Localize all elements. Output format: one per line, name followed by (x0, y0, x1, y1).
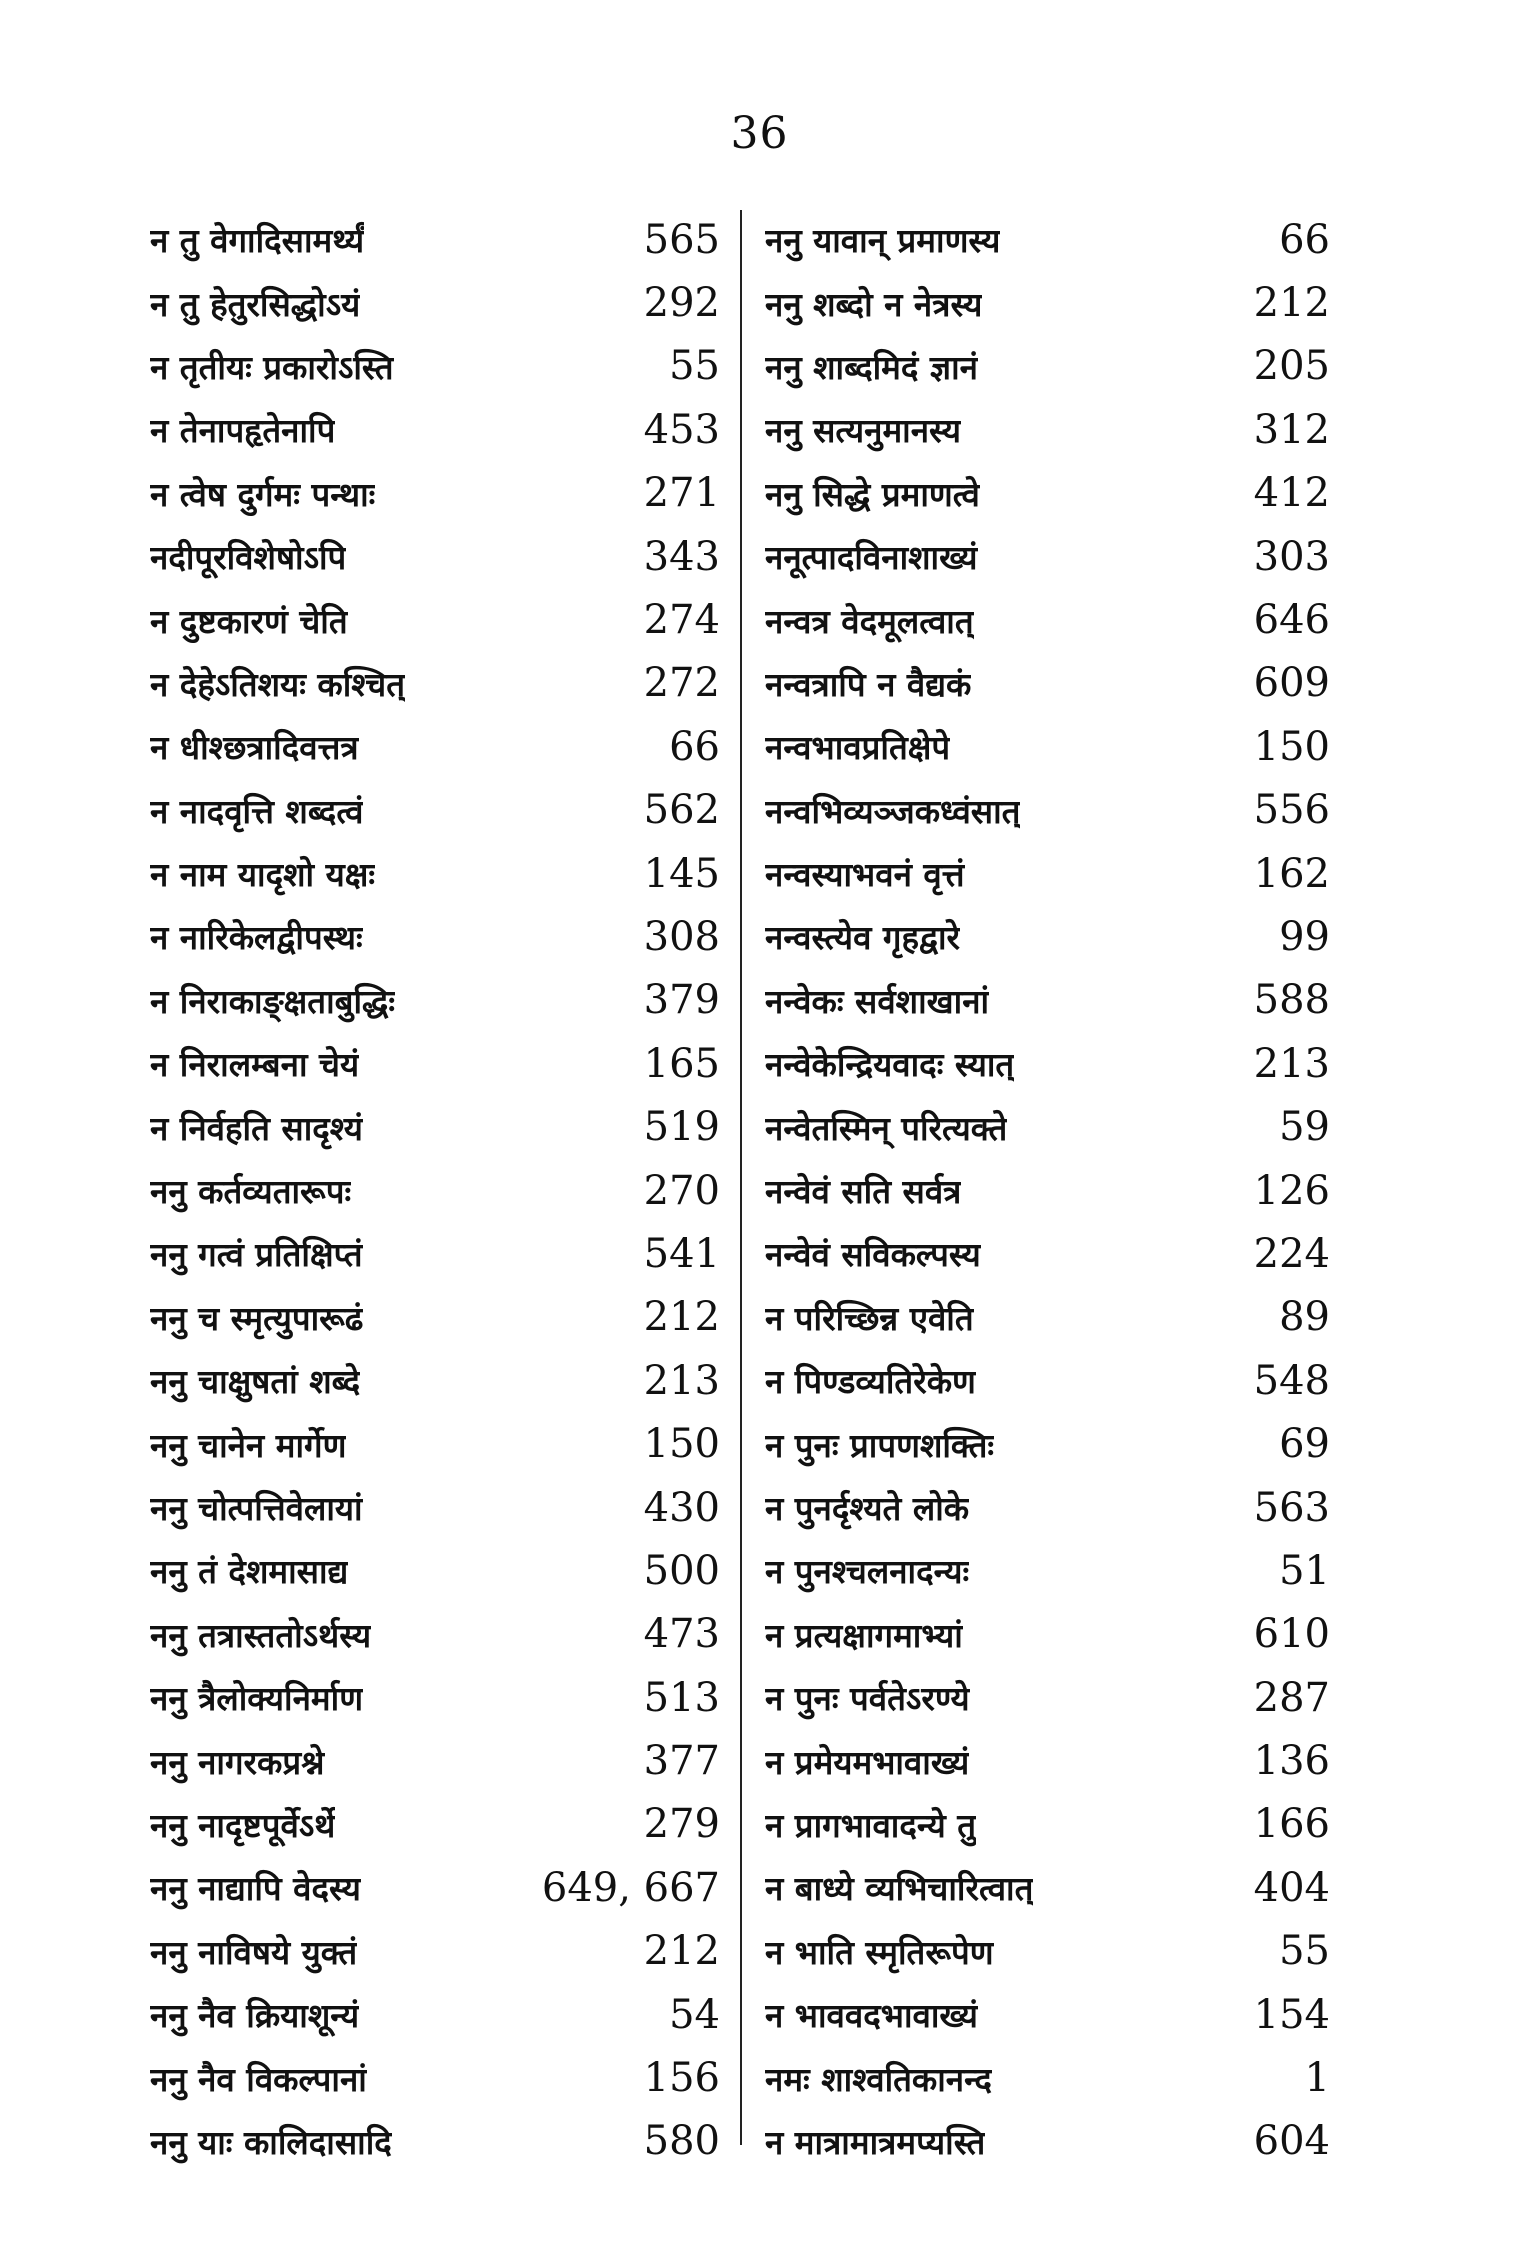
index-entry-page: 604 (1253, 2118, 1330, 2165)
index-entry (765, 1856, 1330, 1919)
index-entry-text: न त्वेष दुर्गमः पन्थाः (150, 474, 376, 514)
index-entry-text: ननु शब्दो न नेत्रस्य (765, 284, 983, 324)
index-entry (765, 1476, 1330, 1539)
index-entry-page: 99 (1279, 913, 1330, 960)
index-entry-page: 66 (1279, 216, 1330, 263)
index-entry-text: ननु तत्रास्ततोऽर्थस्य (150, 1615, 372, 1655)
index-entry (765, 1983, 1330, 2046)
index-entry (150, 398, 720, 461)
index-entry-page: 588 (1253, 977, 1330, 1024)
index-entry (765, 842, 1330, 905)
index-entry-text: न नादवृत्ति शब्दत्वं (150, 791, 364, 831)
index-entry-page: 292 (643, 280, 720, 327)
index-entry-text: नन्वस्याभवनं वृत्तं (765, 855, 965, 895)
index-entry (765, 905, 1330, 968)
index-entry-page: 212 (643, 1928, 720, 1975)
index-entry-page: 430 (643, 1484, 720, 1531)
index-entry-page: 412 (1253, 470, 1330, 517)
index-entry-text: न तु हेतुरसिद्धोऽयं (150, 284, 361, 324)
index-entry-text: नमः शाश्वतिकानन्द (765, 2059, 992, 2099)
index-entry-text: न मात्रामात्रमप्यस्ति (765, 2122, 986, 2162)
index-entry-text: ननु सत्यनुमानस्य (765, 411, 962, 451)
index-entry-text: ननूत्पादविनाशाख्यं (765, 538, 978, 578)
index-entry-page: 1 (1304, 2055, 1330, 2102)
index-entry-text: न पिण्डव्यतिरेकेण (765, 1362, 976, 1402)
column-divider (740, 210, 742, 2145)
index-entry (150, 1476, 720, 1539)
page-number: 36 (730, 108, 789, 159)
index-entry-page: 541 (643, 1230, 720, 1277)
index-entry-page: 649, 667 (541, 1864, 720, 1911)
index-entry-page: 212 (1253, 280, 1330, 327)
index-entry-text: नन्वत्रापि न वैद्यकं (765, 664, 972, 704)
index-entry (765, 335, 1330, 398)
index-entry-page: 55 (669, 343, 720, 390)
index-entry-page: 166 (1253, 1801, 1330, 1848)
index-entry-text: ननु सिद्धे प्रमाणत्वे (765, 474, 980, 514)
index-entry (765, 271, 1330, 334)
index-entry-text: ननु त्रैलोक्यनिर्माण (150, 1679, 364, 1719)
index-entry (765, 208, 1330, 271)
index-entry-text: ननु नाविषये युक्तं (150, 1932, 358, 1972)
index-entry-text: न निर्वहति सादृश्यं (150, 1108, 363, 1148)
index-entry (765, 652, 1330, 715)
index-entry (150, 1603, 720, 1666)
index-entry (765, 1159, 1330, 1222)
index-entry (150, 1286, 720, 1349)
index-entry (150, 588, 720, 651)
index-entry-text: न प्रमेयमभावाख्यं (765, 1742, 970, 1782)
index-entry-page: 343 (643, 533, 720, 580)
index-entry (150, 525, 720, 588)
index-entry (765, 398, 1330, 461)
index-entry-page: 145 (643, 850, 720, 897)
index-entry (765, 1412, 1330, 1475)
index-entry-page: 212 (643, 1294, 720, 1341)
index-entry-page: 126 (1253, 1167, 1330, 1214)
index-entry-text: न पुनर्दृश्यते लोके (765, 1489, 970, 1528)
index-entry-text: न पुनः प्रापणशक्तिः (765, 1425, 995, 1465)
index-entry (765, 1032, 1330, 1095)
index-entry (765, 2046, 1330, 2109)
index-entry-text: ननु चोत्पत्तिवेलायां (150, 1489, 363, 1528)
index-entry-text: न भाववदभावाख्यं (765, 1996, 978, 2036)
index-entry-text: न पुनः पर्वतेऽरण्ये (765, 1679, 970, 1719)
index-entry-text: ननु गत्वं प्रतिक्षिप्तं (150, 1235, 363, 1275)
index-entry-page: 213 (643, 1357, 720, 1404)
index-entry-text: न दुष्टकारणं चेति (150, 601, 348, 641)
index-entry-page: 205 (1253, 343, 1330, 390)
index-entry-text: न प्रागभावादन्ये तु (765, 1805, 977, 1845)
index-entry-text: न तृतीयः प्रकारोऽस्ति (150, 347, 394, 387)
index-entry-page: 271 (643, 470, 720, 517)
index-entry (150, 462, 720, 525)
index-entry-page: 303 (1253, 533, 1330, 580)
index-entry-page: 66 (669, 723, 720, 770)
index-entry-text: ननु शाब्दमिदं ज्ञानं (765, 347, 978, 387)
index-entry (765, 462, 1330, 525)
index-entry-text: न तेनापहृतेनापि (150, 411, 336, 451)
index-entry-page: 279 (643, 1801, 720, 1848)
index-entry-page: 270 (643, 1167, 720, 1214)
index-entry-page: 154 (1253, 1991, 1330, 2038)
index-entry (150, 2046, 720, 2109)
index-entry-page: 563 (1253, 1484, 1330, 1531)
index-entry-text: न बाध्ये व्यभिचारित्वात् (765, 1869, 1034, 1909)
index-entry (765, 1793, 1330, 1856)
index-entry (150, 905, 720, 968)
index-entry-page: 213 (1253, 1040, 1330, 1087)
index-entry (765, 588, 1330, 651)
index-entry (150, 335, 720, 398)
index-entry-page: 224 (1253, 1230, 1330, 1277)
index-entry (150, 1539, 720, 1602)
index-entry-page: 150 (643, 1421, 720, 1468)
index-entry-text: नन्वेकेन्द्रियवादः स्यात् (765, 1045, 1015, 1085)
index-entry-text: न परिच्छिन्न एवेति (765, 1298, 974, 1338)
index-entry (765, 969, 1330, 1032)
index-entry-page: 89 (1279, 1294, 1330, 1341)
index-entry-text: न पुनश्चलनादन्यः (765, 1552, 970, 1592)
index-entry-page: 274 (643, 597, 720, 644)
index-entry-text: ननु यावान् प्रमाणस्य (765, 221, 1001, 261)
index-entry-page: 308 (643, 913, 720, 960)
index-entry (150, 1412, 720, 1475)
index-entry-page: 513 (643, 1674, 720, 1721)
index-entry (150, 1032, 720, 1095)
index-entry (150, 1920, 720, 1983)
index-entry (765, 1349, 1330, 1412)
index-entry (150, 1793, 720, 1856)
index-entry (765, 1222, 1330, 1285)
index-entry (765, 1095, 1330, 1158)
index-entry (150, 1666, 720, 1729)
index-entry (765, 525, 1330, 588)
index-entry (150, 1159, 720, 1222)
index-entry-page: 500 (643, 1547, 720, 1594)
index-entry-text: ननु च स्मृत्युपारूढं (150, 1298, 364, 1338)
index-entry-page: 69 (1279, 1421, 1330, 1468)
index-entry-text: नन्वभिव्यञ्जकध्वंसात् (765, 791, 1021, 831)
index-entry-text: नन्वेतस्मिन् परित्यक्ते (765, 1108, 1008, 1148)
index-entry-page: 609 (1253, 660, 1330, 707)
index-column-left (150, 208, 720, 2173)
index-entry-text: न निरालम्बना चेयं (150, 1045, 360, 1085)
index-entry-text: नन्वत्र वेदमूलत्वात् (765, 601, 974, 641)
index-entry-text: न धीश्छत्रादिवत्तत्र (150, 728, 359, 768)
index-entry-page: 556 (1253, 787, 1330, 834)
index-entry (765, 1920, 1330, 1983)
index-entry-page: 646 (1253, 597, 1330, 644)
index-entry (150, 1349, 720, 1412)
index-entry (765, 1603, 1330, 1666)
index-entry-text: न भाति स्मृतिरूपेण (765, 1932, 994, 1972)
index-entry-page: 312 (1253, 406, 1330, 453)
index-entry-text: न नारिकेलद्वीपस्थः (150, 918, 363, 958)
index-entry (150, 842, 720, 905)
index-entry (765, 1286, 1330, 1349)
index-entry-text: न प्रत्यक्षागमाभ्यां (765, 1615, 963, 1655)
index-entry (765, 1729, 1330, 1792)
index-entry (150, 208, 720, 271)
index-entry-page: 136 (1253, 1738, 1330, 1785)
index-entry (150, 715, 720, 778)
index-entry-text: ननु नागरकप्रश्ने (150, 1742, 325, 1782)
index-entry-text: न देहेऽतिशयः कश्चित् (150, 664, 406, 704)
index-entry-page: 150 (1253, 723, 1330, 770)
index-column-right (765, 208, 1330, 2173)
index-entry-text: ननु चानेन मार्गेण (150, 1425, 347, 1465)
index-entry (150, 969, 720, 1032)
index-entry (150, 1729, 720, 1792)
index-entry-page: 519 (643, 1104, 720, 1151)
index-entry-page: 287 (1253, 1674, 1330, 1721)
index-entry-text: ननु चाक्षुषतां शब्दे (150, 1362, 361, 1402)
index-entry-page: 453 (643, 406, 720, 453)
index-entry-page: 162 (1253, 850, 1330, 897)
index-entry-text: ननु नैव विकल्पानां (150, 2059, 367, 2099)
index-entry (150, 779, 720, 842)
index-entry-page: 165 (643, 1040, 720, 1087)
index-entry-page: 562 (643, 787, 720, 834)
index-entry-text: ननु नादृष्टपूर्वेऽर्थे (150, 1805, 336, 1845)
index-entry (150, 1222, 720, 1285)
index-entry (765, 715, 1330, 778)
index-entry-text: नन्वेवं सति सर्वत्र (765, 1172, 962, 1212)
index-entry (150, 1095, 720, 1158)
index-entry-text: नन्वेकः सर्वशाखानां (765, 981, 990, 1021)
index-entry (765, 2110, 1330, 2173)
index-entry-page: 548 (1253, 1357, 1330, 1404)
index-entry-page: 565 (643, 216, 720, 263)
index-entry-page: 610 (1253, 1611, 1330, 1658)
index-entry-text: न तु वेगादिसामर्थ्यं (150, 221, 365, 261)
index-entry-page: 51 (1279, 1547, 1330, 1594)
index-entry-text: ननु नाद्यापि वेदस्य (150, 1869, 361, 1909)
index-entry-page: 473 (643, 1611, 720, 1658)
index-entry-page: 156 (643, 2055, 720, 2102)
index-entry (765, 1666, 1330, 1729)
index-entry-page: 580 (643, 2118, 720, 2165)
index-entry-text: नन्वस्त्येव गृहद्वारे (765, 918, 961, 958)
index-entry (150, 2110, 720, 2173)
index-entry-page: 377 (643, 1738, 720, 1785)
index-entry (150, 271, 720, 334)
index-entry (150, 652, 720, 715)
index-entry-page: 54 (669, 1991, 720, 2038)
index-entry (765, 779, 1330, 842)
index-entry (150, 1983, 720, 2046)
index-entry-text: ननु कर्तव्यतारूपः (150, 1172, 352, 1212)
index-entry-text: नन्वभावप्रतिक्षेपे (765, 728, 951, 768)
index-entry-text: ननु नैव क्रियाशून्यं (150, 1996, 360, 2036)
index-entry-page: 272 (643, 660, 720, 707)
index-entry-page: 55 (1279, 1928, 1330, 1975)
index-entry-text: नन्वेवं सविकल्पस्य (765, 1235, 981, 1275)
index-entry-text: नदीपूरविशेषोऽपि (150, 538, 347, 578)
index-entry-text: ननु तं देशमासाद्य (150, 1552, 349, 1592)
index-entry (765, 1539, 1330, 1602)
index-entry-page: 404 (1253, 1864, 1330, 1911)
index-entry (150, 1856, 720, 1919)
index-entry-text: ननु याः कालिदासादि (150, 2122, 392, 2162)
index-entry-page: 59 (1279, 1104, 1330, 1151)
index-entry-page: 379 (643, 977, 720, 1024)
index-entry-text: न नाम यादृशो यक्षः (150, 855, 376, 895)
index-entry-text: न निराकाङ्क्षताबुद्धिः (150, 981, 396, 1021)
